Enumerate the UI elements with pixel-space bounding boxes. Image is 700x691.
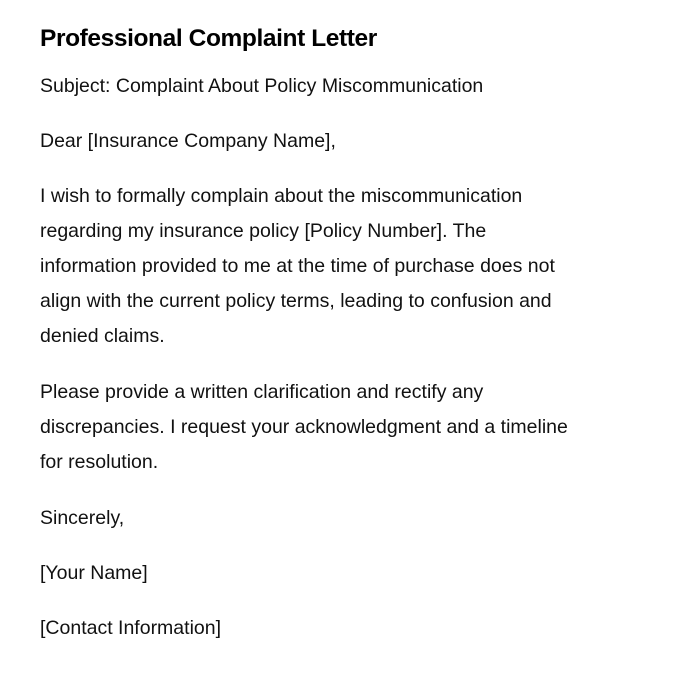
paragraph-line: discrepancies. I request your acknowledgment and a timeline [40,416,568,438]
document-title: Professional Complaint Letter [40,25,377,52]
paragraph-line: denied claims. [40,325,165,347]
paragraph-line: Please provide a written clarification and rectify any [40,381,484,403]
body-paragraph-2 [40,375,650,480]
paragraph-line: for resolution. [40,451,159,473]
body-paragraph-1 [40,179,650,354]
subject-line: Subject: Complaint About Policy Miscommunication [40,75,484,97]
greeting: Dear [Insurance Company Name], [40,130,336,152]
paragraph-line: align with the current policy terms, leading to confusion and [40,290,552,312]
name-placeholder: [Your Name] [40,562,148,584]
paragraph-line: regarding my insurance policy [Policy Number]. The [40,220,487,242]
contact-placeholder: [Contact Information] [40,617,222,639]
closing: Sincerely, [40,507,125,529]
paragraph-line: information provided to me at the time of purchase does not [40,255,555,277]
paragraph-line: I wish to formally complain about the miscommunication [40,185,523,207]
